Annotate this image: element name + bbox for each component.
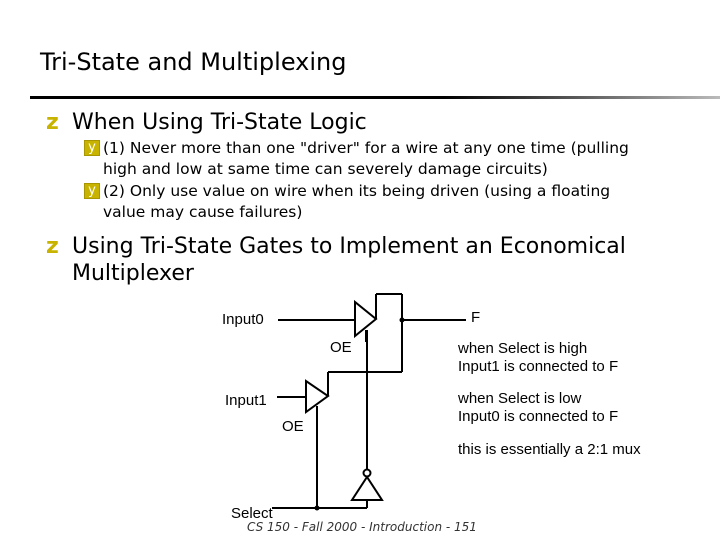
note-3: this is essentially a 2:1 mux [458,441,641,458]
note-2-line1: when Select is low [458,390,582,407]
bullet-2-line2: Multiplexer [72,261,194,286]
sub-bullet-1-line1: (1) Never more than one "driver" for a wire at any one time (pulling [103,139,629,157]
slide-title: Tri-State and Multiplexing [40,48,347,76]
output-f-label: F [471,309,481,326]
junction-dot [315,506,320,511]
bullet-icon: z [46,234,59,259]
note-1-line1: when Select is high [458,340,588,357]
note-2-line2: Input0 is connected to F [458,408,619,425]
input1-label: Input1 [225,392,267,409]
bullet-2-line1: Using Tri-State Gates to Implement an Economical [72,234,626,259]
select-label: Select [231,505,273,522]
inverter-bubble [364,470,371,477]
sub-bullet-2-line1: (2) Only use value on wire when its being driven (using a floating [103,182,611,200]
sub-bullet-icon: y [84,140,100,156]
oe-bottom-label: OE [282,418,304,435]
sub-bullet-icon: y [84,183,100,199]
sub-bullet-1-line2: high and low at same time can severely damage circuits) [103,160,548,178]
slide-footer: CS 150 - Fall 2000 - Introduction - 151 [247,520,477,534]
sub-bullet-2-line2: value may cause failures) [103,203,303,221]
input0-label: Input0 [222,311,264,328]
oe-top-label: OE [330,339,352,356]
bullet-icon: z [46,110,59,135]
inverter-gate [352,477,382,500]
junction-dot [400,318,405,323]
bullet-1: When Using Tri-State Logic [72,110,367,135]
note-1-line2: Input1 is connected to F [458,358,619,375]
